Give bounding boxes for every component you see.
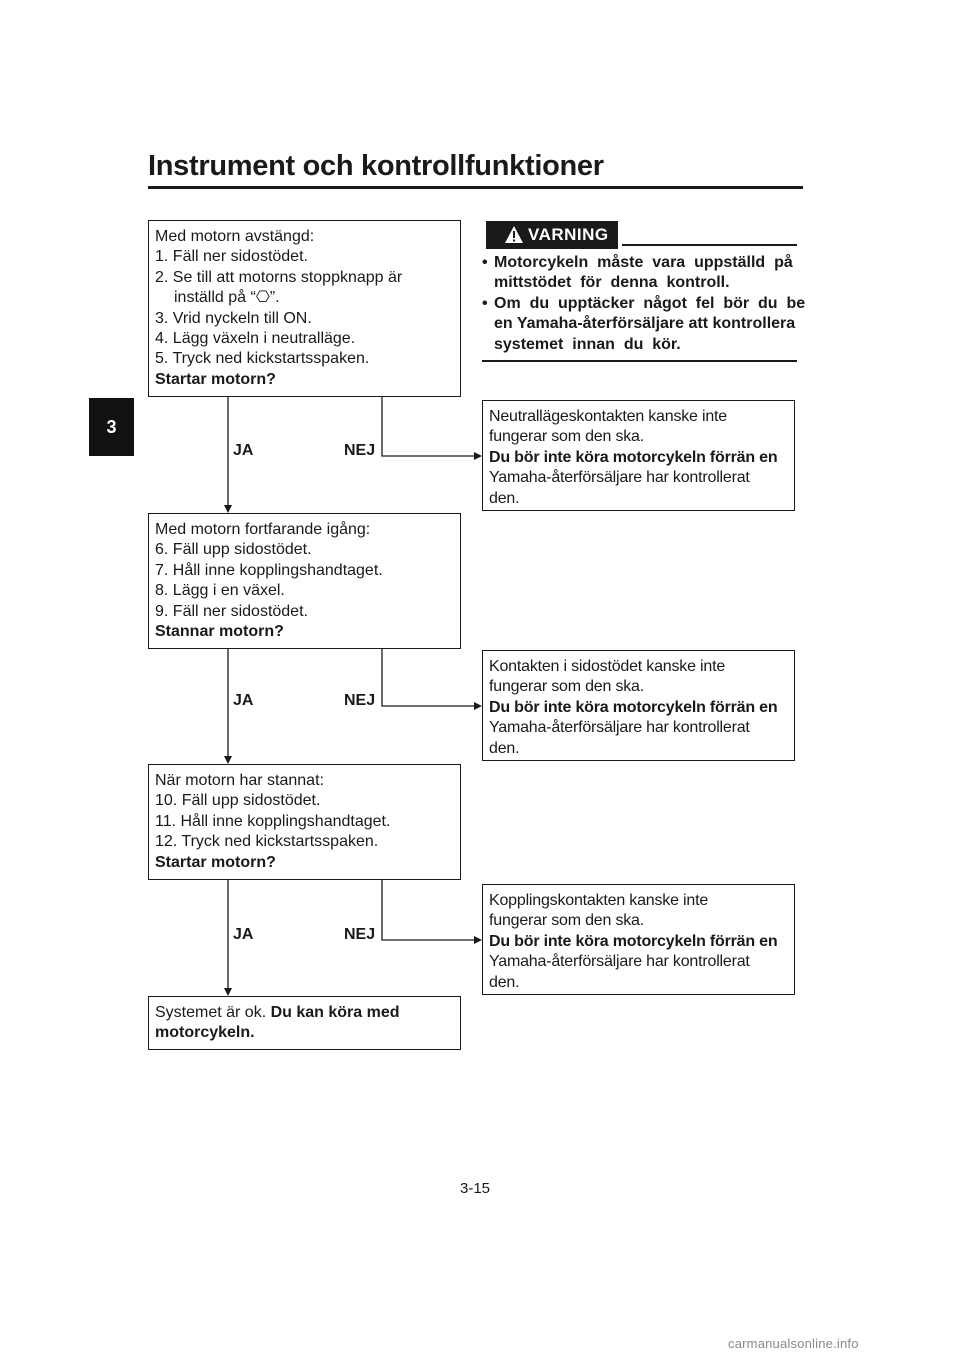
result-bold: Du bör inte köra motorcykeln förrän en [489,448,778,466]
arrow-right-icon [474,452,482,460]
connector-no-3 [382,880,475,940]
step-line: 1. Fäll ner sidostödet. [155,248,308,266]
bullet: • [482,294,488,312]
section-tab: 3 [89,398,134,456]
result-line: fungerar som den ska. [489,678,644,696]
step-line: 11. Håll inne kopplingshandtaget. [155,812,391,830]
connector-no-2 [382,649,475,706]
watermark: carmanualsonline.info [728,1336,859,1351]
result-line: fungerar som den ska. [489,912,644,930]
result-line: Kopplingskontakten kanske inte [489,892,709,909]
warning-line: systemet innan du kör. [494,335,681,353]
step-line: Med motorn avstängd: [155,228,315,245]
arrow-down-icon [224,988,232,996]
step-line: 6. Fäll upp sidostödet. [155,541,312,559]
final-bold: Du kan köra med [270,1004,400,1021]
result-line: den. [489,739,520,757]
no-label: NEJ [344,926,376,943]
step-question: Startar motorn? [155,370,276,388]
arrow-down-icon [224,756,232,764]
no-label: NEJ [344,692,376,709]
arrow-right-icon [474,936,482,944]
final-text: Systemet är ok. [155,1004,271,1021]
result-line: Neutrallägeskontakten kanske inte [489,408,727,425]
step-line: När motorn har stannat: [155,772,324,789]
step-line: 12. Tryck ned kickstartsspaken. [155,833,379,851]
step-line: 7. Håll inne kopplingshandtaget. [155,561,383,579]
result-bold: Du bör inte köra motorcykeln förrän en [489,932,778,950]
final-bold: motorcykeln. [155,1024,255,1042]
step-line: 3. Vrid nyckeln till ON. [155,309,312,327]
result-line: Yamaha-återförsäljare har kontrollerat [489,953,750,971]
step-line: 2. Se till att motorns stoppknapp är [155,268,403,286]
step-line: 5. Tryck ned kickstartsspaken. [155,350,370,368]
yes-label: JA [233,926,254,943]
page-number: 3-15 [460,1180,491,1197]
connector-no-1 [382,397,475,456]
step-line: 4. Lägg växeln i neutralläge. [155,330,356,348]
yes-label: JA [233,692,254,709]
result-line: Yamaha-återförsäljare har kontrollerat [489,719,750,737]
result-line: den. [489,489,520,507]
bullet: • [482,254,488,271]
step-line: 10. Fäll upp sidostödet. [155,792,321,810]
yes-label: JA [233,442,254,459]
step-question: Startar motorn? [155,853,276,871]
arrow-right-icon [474,702,482,710]
arrow-down-icon [224,505,232,513]
result-bold: Du bör inte köra motorcykeln förrän en [489,698,778,716]
step-line: 8. Lägg i en växel. [155,582,285,600]
no-label: NEJ [344,442,376,459]
result-line: Yamaha-återförsäljare har kontrollerat [489,469,750,487]
warning-line: Motorcykeln måste vara uppställd på [494,254,793,271]
step-line: 9. Fäll ner sidostödet. [155,602,308,620]
result-line: den. [489,973,520,991]
result-line: fungerar som den ska. [489,428,644,446]
warning-line: en Yamaha-återförsäljare att kontrollera [494,315,796,333]
warning-label: VARNING [528,225,609,244]
step-line: inställd på “⎔”. [174,289,280,307]
warning-line: Om du upptäcker något fel bör du be [494,294,806,312]
step-question: Stannar motorn? [155,623,284,641]
page-title: Instrument och kontrollfunktioner [148,150,604,182]
result-line: Kontakten i sidostödet kanske inte [489,658,726,675]
warning-line: mittstödet för denna kontroll. [494,274,730,292]
step-line: Med motorn fortfarande igång: [155,521,371,538]
